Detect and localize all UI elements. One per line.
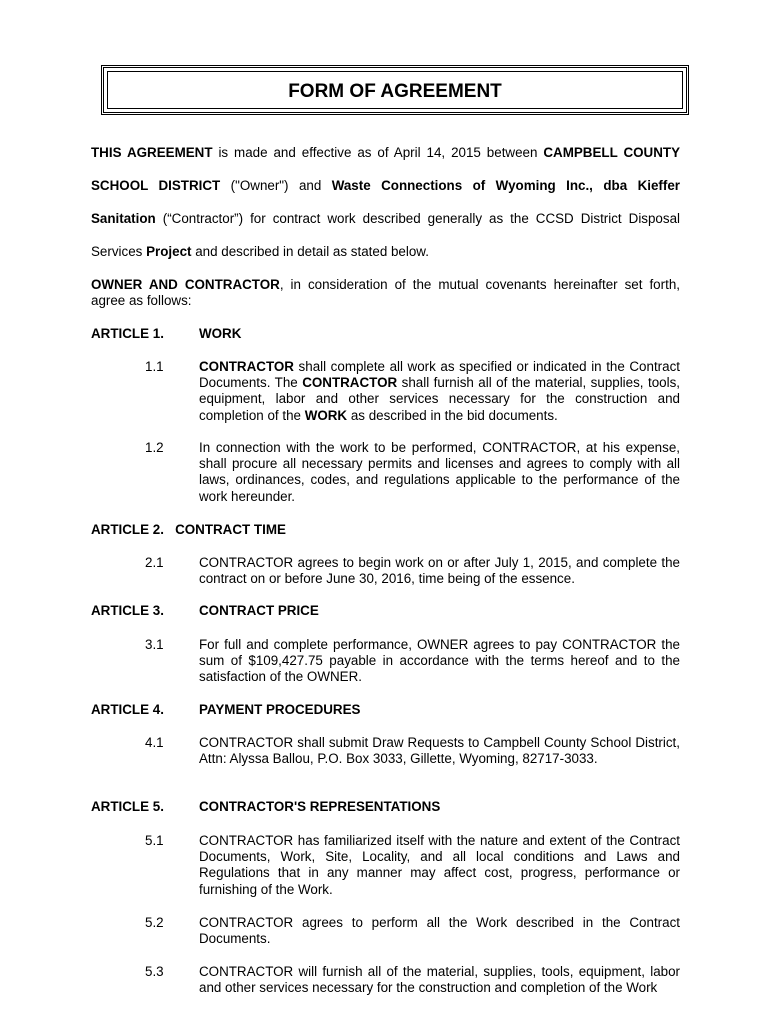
section-5-3-number: 5.3: [145, 964, 164, 979]
section-3-1-number: 3.1: [145, 637, 164, 652]
section-1-2-text: In connection with the work to be performed, CONTRACTOR, at his expense, shall procure all necessary permits and licenses and agrees to comply with all laws, ordinances, codes, and regulations applicable to the performance of the work hereunder.: [199, 440, 680, 504]
intro-this-agreement: THIS AGREEMENT: [91, 145, 213, 160]
intro-contractor-name: Waste Connections of Wyoming Inc., dba Kieffer: [331, 178, 680, 193]
s11-text-3: as described in the bid documents.: [347, 407, 558, 423]
section-5-2-number: 5.2: [145, 915, 164, 930]
article-3-title: CONTRACT PRICE: [199, 603, 319, 618]
intro-text-4b: and described in detail as stated below.: [191, 244, 429, 259]
intro-text-2: ("Owner") and: [220, 178, 332, 193]
section-1-1-number: 1.1: [145, 359, 164, 374]
intro-line-2: [91, 178, 680, 193]
intro-line-3: [91, 211, 680, 226]
intro-contractor-name-2: Sanitation: [91, 211, 156, 226]
section-1-2-number: 1.2: [145, 440, 164, 455]
s11-text-2: shall furnish all of the material, supplies, tools, equipment, labor and other services necessary for the construction and completion of the: [199, 375, 680, 423]
intro-owner-name-1: CAMPBELL COUNTY: [543, 145, 680, 160]
section-5-1-text: CONTRACTOR has familiarized itself with the nature and extent of the Contract Documents, Work, Site, Locality, and all local conditions and Laws and Regulations that in any manner may affect cost, progress, performance or furnishing of the Work.: [199, 833, 680, 897]
s11-text-1: shall complete all work as specified or indicated in the Contract Documents. The: [199, 359, 680, 391]
article-2-heading: ARTICLE 2. CONTRACT TIME: [91, 522, 286, 537]
intro-line-1: [91, 145, 680, 160]
s11-contractor-2: CONTRACTOR: [302, 375, 398, 391]
article-1-title: WORK: [199, 326, 242, 341]
intro-owner-name-2: SCHOOL DISTRICT: [91, 178, 221, 193]
section-5-2-text: CONTRACTOR agrees to perform all the Work described in the Contract Documents.: [199, 915, 680, 947]
s11-work: WORK: [304, 407, 348, 423]
intro-text-3: (“Contractor”) for contract work described generally as the CCSD District Disposal: [155, 211, 680, 226]
section-5-3-text: CONTRACTOR will furnish all of the material, supplies, tools, equipment, labor and other services necessary for the construction and completion of the Work: [199, 964, 680, 996]
s11-contractor-1: CONTRACTOR: [199, 359, 294, 374]
article-5-title: CONTRACTOR'S REPRESENTATIONS: [199, 799, 441, 814]
intro-text-4a: Services: [91, 244, 147, 259]
intro-text-1: is made and effective as of April 14, 2015 between: [212, 145, 544, 160]
section-3-1-text: For full and complete performance, OWNER agrees to pay CONTRACTOR the sum of $109,427.75 payable in accordance with the terms hereof and to the satisfaction of the OWNER.: [199, 637, 680, 685]
page-title: FORM OF AGREEMENT: [288, 81, 502, 102]
article-3-number: ARTICLE 3.: [91, 603, 164, 618]
section-5-1-number: 5.1: [145, 833, 164, 848]
section-4-1-number: 4.1: [145, 735, 164, 750]
section-1-1-text: [199, 359, 680, 424]
intro-project: Project: [146, 244, 192, 259]
article-5-number: ARTICLE 5.: [91, 799, 164, 814]
owner-contractor-lead: OWNER AND CONTRACTOR: [91, 277, 280, 292]
title-box: [101, 65, 689, 115]
section-4-1-text: CONTRACTOR shall submit Draw Requests to Campbell County School District, Attn: Alyssa Ballou, P.O. Box 3033, Gillette, Wyoming, 82717-3033.: [199, 735, 680, 767]
section-2-1-number: 2.1: [145, 555, 164, 570]
section-2-1-text: CONTRACTOR agrees to begin work on or after July 1, 2015, and complete the contract on or before June 30, 2016, time being of the essence.: [199, 555, 680, 587]
article-4-number: ARTICLE 4.: [91, 702, 164, 717]
article-4-title: PAYMENT PROCEDURES: [199, 702, 361, 717]
article-1-number: ARTICLE 1.: [91, 326, 164, 341]
owner-contractor-text: , in consideration of the mutual covenants hereinafter set forth, agree as follows:: [91, 277, 680, 309]
intro-line-4: [91, 244, 680, 259]
owner-contractor-paragraph: [91, 277, 680, 309]
